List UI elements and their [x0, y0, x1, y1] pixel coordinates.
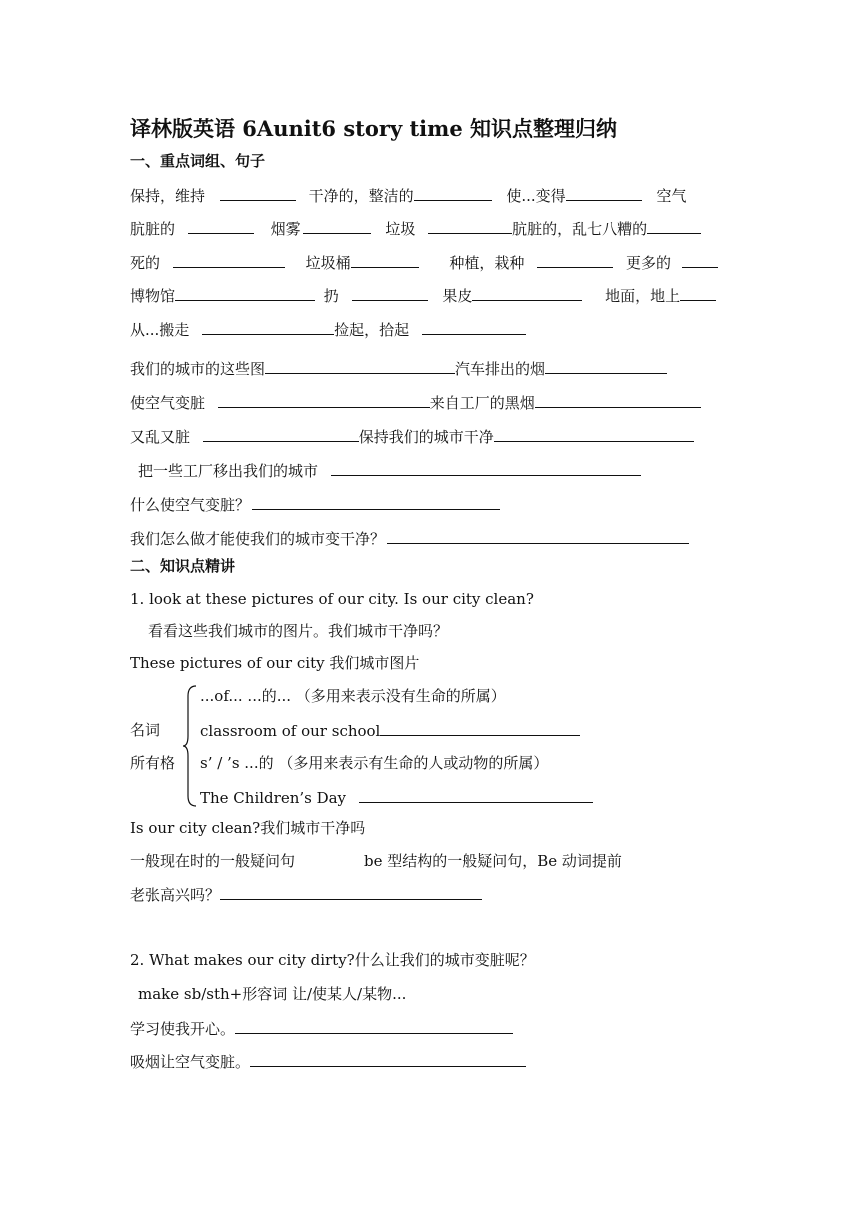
answer-blank[interactable] [647, 218, 701, 234]
phrase-text: 从...搬走 [130, 321, 190, 339]
answer-blank[interactable] [414, 185, 492, 201]
phrase-row-3 [130, 252, 718, 273]
phrase-text: 果皮 [442, 287, 473, 305]
phrase-text: 老张高兴吗？ [130, 886, 221, 904]
answer-blank[interactable] [428, 218, 512, 234]
phrase-text: 扔 [323, 287, 339, 305]
brace-item-classroom [200, 720, 580, 741]
question-line: Is our city clean?我们城市干净吗 [130, 819, 366, 837]
answer-blank[interactable] [173, 252, 285, 268]
phrase-row-5 [130, 319, 526, 340]
point-2-rule: make sb/sth+形容词 让/使某人/某物... [138, 985, 407, 1003]
sentence-row-10 [130, 494, 500, 515]
answer-blank[interactable] [220, 884, 482, 900]
phrase-text: 捡起，拾起 [334, 321, 410, 339]
answer-blank[interactable] [203, 426, 359, 442]
sentence-row-7 [130, 392, 701, 413]
phrase-text: 肮脏的，乱七八糟的 [512, 220, 648, 238]
phrase-text: 保持，维持 [130, 187, 206, 205]
brace-item-of: ...of... ...的... （多用来表示没有生命的所属） [200, 687, 506, 705]
phrase-text: 来自工厂的黑烟 [429, 394, 535, 412]
phrase-text: 干净的，整洁的 [308, 187, 414, 205]
answer-blank[interactable] [220, 185, 296, 201]
exercise-smoking [130, 1051, 526, 1072]
phrase-text: 汽车排出的烟 [455, 360, 546, 378]
point-1-title: 1. look at these pictures of our city. Is our city clean? [130, 590, 534, 608]
phrase-text: The Children’s Day [200, 789, 347, 807]
answer-blank[interactable] [218, 392, 430, 408]
answer-blank[interactable] [202, 319, 334, 335]
answer-blank[interactable] [235, 1018, 513, 1034]
phrase-text: 垃圾 [385, 220, 416, 238]
phrase-text: 博物馆 [130, 287, 176, 305]
phrase-text: 烟雾 [270, 220, 301, 238]
answer-blank[interactable] [351, 252, 419, 268]
phrase-text: 吸烟让空气变脏。 [130, 1053, 251, 1071]
section-heading-knowledge: 二、知识点精讲 [130, 557, 236, 575]
phrase-text: 种植，栽种 [449, 254, 525, 272]
answer-blank[interactable] [682, 252, 718, 268]
brace-item-childrens-day [200, 787, 593, 808]
phrase-text: 地面，地上 [605, 287, 681, 305]
brace-item-apostrophe: s’ / ’s ...的 （多用来表示有生命的人或动物的所属） [200, 754, 549, 772]
phrase-text: classroom of our school [200, 722, 381, 740]
phrase-text: 使...变得 [506, 187, 566, 205]
point-1-phrase: These pictures of our city 我们城市图片 [130, 654, 420, 672]
answer-blank[interactable] [422, 319, 526, 335]
answer-blank[interactable] [331, 460, 641, 476]
phrase-text: 把一些工厂移出我们的城市 [138, 462, 319, 480]
phrase-row-4 [130, 285, 716, 306]
phrase-text: 我们的城市的这些图 [130, 360, 266, 378]
section-heading-key-phrases: 一、重点词组、句子 [130, 152, 266, 170]
answer-blank[interactable] [472, 285, 582, 301]
phrase-text: 保持我们的城市干净 [358, 428, 494, 446]
brace-label-possessive: 所有格 [130, 754, 176, 772]
phrase-row-1 [130, 185, 686, 206]
curly-brace [182, 684, 202, 808]
answer-blank[interactable] [265, 358, 455, 374]
answer-blank[interactable] [352, 285, 428, 301]
grammar-note-b: be 型结构的一般疑问句，Be 动词提前 [364, 852, 622, 870]
answer-blank[interactable] [252, 494, 500, 510]
phrase-text: 肮脏的 [130, 220, 176, 238]
point-1-translation: 看看这些我们城市的图片。我们城市干净吗？ [148, 622, 449, 640]
brace-label-noun: 名词 [130, 721, 161, 739]
answer-blank[interactable] [175, 285, 315, 301]
answer-blank[interactable] [380, 720, 580, 736]
phrase-text: 我们怎么做才能使我们的城市变干净？ [130, 530, 386, 548]
answer-blank[interactable] [566, 185, 642, 201]
exercise-study [130, 1018, 513, 1039]
point-2-title: 2. What makes our city dirty?什么让我们的城市变脏呢？ [130, 951, 535, 969]
answer-blank[interactable] [680, 285, 716, 301]
answer-blank[interactable] [387, 528, 689, 544]
document-title: 译林版英语 6Aunit6 story time 知识点整理归纳 [130, 116, 618, 141]
phrase-text: 死的 [130, 254, 161, 272]
answer-blank[interactable] [545, 358, 667, 374]
answer-blank[interactable] [537, 252, 613, 268]
phrase-text: 空气 [656, 187, 687, 205]
answer-blank[interactable] [359, 787, 593, 803]
answer-blank[interactable] [250, 1051, 526, 1067]
sentence-row-9 [138, 460, 641, 481]
sentence-row-6 [130, 358, 667, 379]
answer-blank[interactable] [188, 218, 254, 234]
phrase-text: 学习使我开心。 [130, 1020, 236, 1038]
phrase-text: 什么使空气变脏？ [130, 496, 251, 514]
phrase-text: 使空气变脏 [130, 394, 206, 412]
grammar-note-a: 一般现在时的一般疑问句 [130, 852, 296, 870]
phrase-row-2 [130, 218, 701, 239]
sentence-row-11 [130, 528, 689, 549]
answer-blank[interactable] [535, 392, 701, 408]
sentence-row-8 [130, 426, 694, 447]
phrase-text: 又乱又脏 [130, 428, 191, 446]
phrase-text: 更多的 [625, 254, 671, 272]
answer-blank[interactable] [494, 426, 694, 442]
phrase-text: 垃圾桶 [305, 254, 351, 272]
answer-blank[interactable] [303, 218, 371, 234]
exercise-lao-zhang [130, 884, 482, 905]
